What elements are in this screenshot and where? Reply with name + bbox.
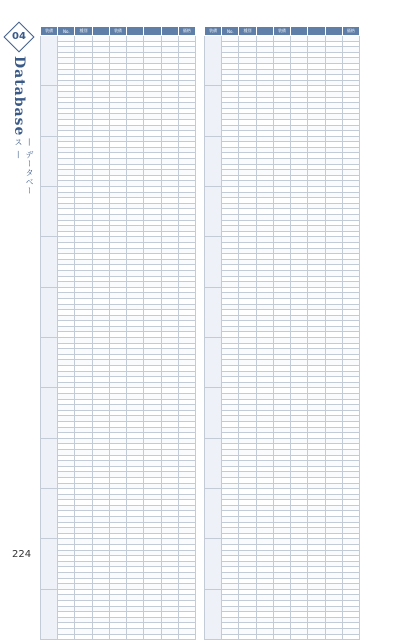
table-cell [291, 634, 308, 640]
table-cell [178, 634, 195, 640]
column-header [92, 27, 109, 36]
table-cell [161, 634, 178, 640]
table-cell [273, 634, 290, 640]
column-header: 種別 [239, 27, 256, 36]
row-group-label [41, 36, 58, 86]
row-group-label [41, 539, 58, 589]
chapter-rail [4, 26, 34, 196]
database-table-right [204, 26, 360, 640]
table-row [41, 634, 196, 640]
column-header [161, 27, 178, 36]
chapter-title: Database [11, 56, 27, 137]
column-header [256, 27, 273, 36]
column-header [291, 27, 308, 36]
chapter-subtitle: — データベース — [14, 138, 34, 196]
row-group-label [205, 539, 222, 589]
column-header: 装備 [109, 27, 126, 36]
row-group-label [41, 388, 58, 438]
table-cell [75, 634, 92, 640]
table-cell [127, 634, 144, 640]
column-header: 種別 [75, 27, 92, 36]
table-cell [144, 634, 161, 640]
column-header: 装備 [273, 27, 290, 36]
table-cell [308, 634, 325, 640]
table-cell [342, 634, 359, 640]
table-header-row [41, 27, 196, 36]
row-group-label [205, 338, 222, 388]
chapter-number: 04 [12, 31, 26, 42]
table-cell [58, 634, 75, 640]
row-group-label [41, 338, 58, 388]
row-group-label [205, 287, 222, 337]
row-group-label [41, 438, 58, 488]
row-group-label [205, 489, 222, 539]
row-group-label [41, 589, 58, 639]
column-header: 装備 [41, 27, 58, 36]
column-header: 価格 [342, 27, 359, 36]
table-cell [92, 634, 109, 640]
column-header [308, 27, 325, 36]
table-cell [222, 634, 239, 640]
row-group-label [205, 438, 222, 488]
column-header [127, 27, 144, 36]
column-header [325, 27, 342, 36]
row-group-label [41, 187, 58, 237]
table-cell [109, 634, 126, 640]
table-cell [325, 634, 342, 640]
row-group-label [205, 589, 222, 639]
table-row [205, 634, 360, 640]
column-header [144, 27, 161, 36]
table-header-row [205, 27, 360, 36]
row-group-label [205, 388, 222, 438]
row-group-label [205, 187, 222, 237]
row-group-label [205, 237, 222, 287]
column-header: No. [58, 27, 75, 36]
row-group-label [205, 86, 222, 136]
column-header: No. [222, 27, 239, 36]
page-number: 224 [12, 549, 32, 560]
row-group-label [41, 237, 58, 287]
column-header: 装備 [205, 27, 222, 36]
row-group-label [41, 489, 58, 539]
table-cell [239, 634, 256, 640]
column-header: 価格 [178, 27, 195, 36]
row-group-label [41, 287, 58, 337]
row-group-label [41, 86, 58, 136]
row-group-label [205, 136, 222, 186]
row-group-label [205, 36, 222, 86]
row-group-label [41, 136, 58, 186]
table-cell [256, 634, 273, 640]
database-table-left [40, 26, 196, 640]
